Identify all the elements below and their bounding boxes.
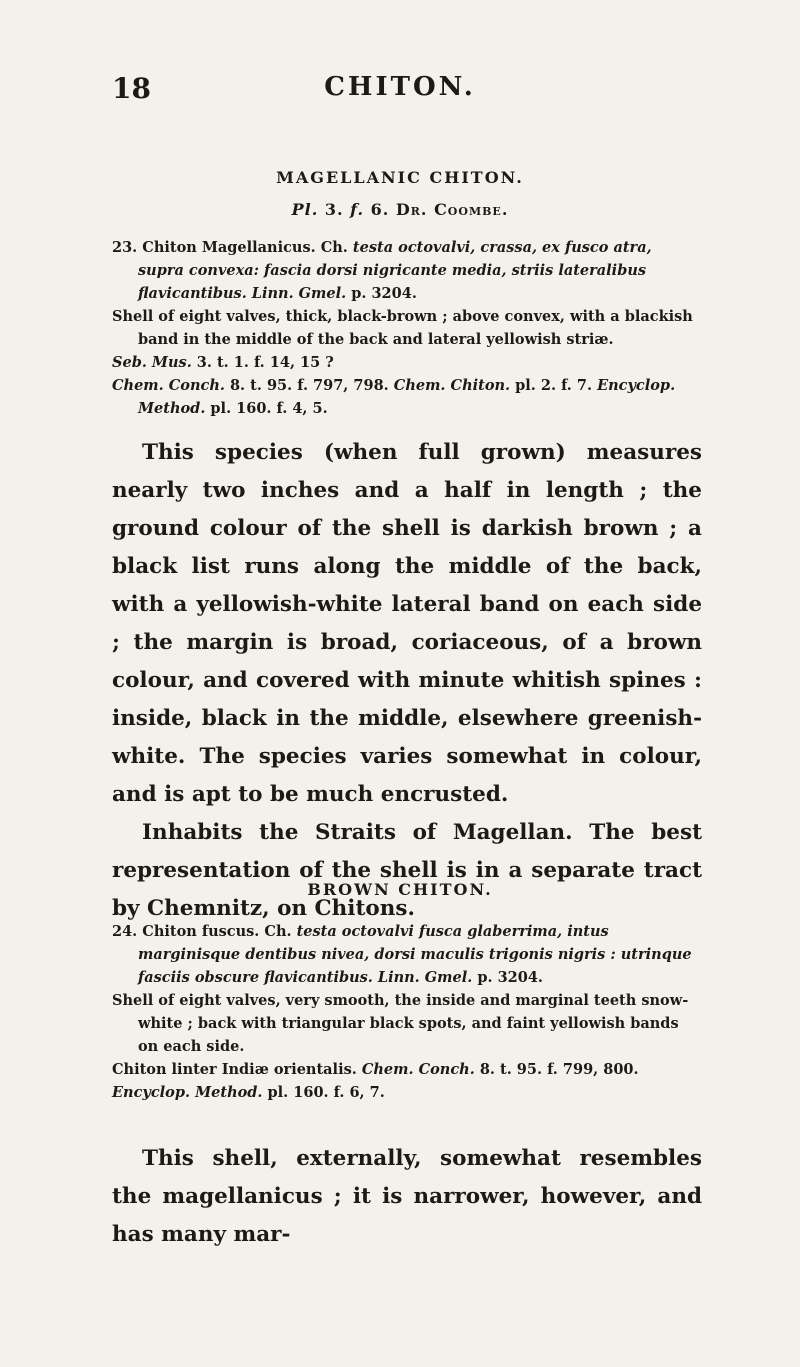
entry-line: Shell of eight valves, thick, black-brown ; above convex, with a blackish band in the middle of the back and lateral yellowish striæ.	[112, 308, 693, 348]
entry-line: Seb. Mus. 3. t. 1. f. 14, 15 ?	[112, 354, 334, 371]
section-title-magellanic: MAGELLANIC CHITON.	[276, 168, 524, 187]
description-magellanic	[112, 434, 702, 928]
figure-number: 6.	[370, 200, 390, 219]
plate-number: 3.	[324, 200, 344, 219]
species-entry-24	[112, 920, 702, 1104]
plate-label: Pl.	[291, 200, 319, 219]
figure-label: f.	[350, 200, 365, 219]
entry-line: Chem. Conch. 8. t. 95. f. 797, 798. Chem. Chiton. pl. 2. f. 7. Encyclop. Method. pl. 160. f. 4, 5.	[112, 377, 676, 417]
page-number: 18	[112, 72, 151, 105]
entry-line: Chiton linter Indiæ orientalis. Chem. Conch. 8. t. 95. f. 799, 800.	[112, 1061, 639, 1078]
running-head: CHITON.	[324, 72, 476, 102]
entry-line: Shell of eight valves, very smooth, the inside and marginal teeth snow-white ; back with triangular black spots, and faint yellowish bands on each side.	[112, 992, 689, 1055]
entry-line: 24. Chiton fuscus. Ch. testa octovalvi fusca glaberrima, intus marginisque dentibus nivea, dorsi maculis trigonis nigris : utrinque fasciis obscure flavicantibus. Linn. Gmel. p. 3204.	[112, 923, 692, 986]
species-entry-23	[112, 236, 702, 420]
entry-line: Encyclop. Method. pl. 160. f. 6, 7.	[112, 1084, 385, 1101]
description-brown	[112, 1140, 702, 1254]
paragraph: Inhabits the Straits of Magellan. The best representation of the shell is in a separate tract by Chemnitz, on Chitons.	[112, 820, 702, 921]
page-header	[112, 72, 688, 112]
plate-reference	[112, 200, 688, 219]
section-title-brown: BROWN CHITON.	[307, 880, 493, 899]
paragraph: This shell, externally, somewhat resembles the magellanicus ; it is narrower, however, and has many mar-	[112, 1146, 702, 1247]
plate-authority: Dr. Coombe.	[395, 200, 509, 219]
paragraph: This species (when full grown) measures nearly two inches and a half in length ; the ground colour of the shell is darkish brown ; a black list runs along the middle of the back, with a yellowish-white lateral band on each side ; the margin is broad, coriaceous, of a brown colour, and covered with minute whitish spines : inside, black in the middle, elsewhere greenish-white. The species varies somewhat in colour, and is apt to be much encrusted.	[112, 440, 702, 807]
entry-line: 23. Chiton Magellanicus. Ch. testa octovalvi, crassa, ex fusco atra, supra convexa: fascia dorsi nigricante media, striis lateralibus flavicantibus. Linn. Gmel. p. 3204.	[112, 239, 652, 302]
